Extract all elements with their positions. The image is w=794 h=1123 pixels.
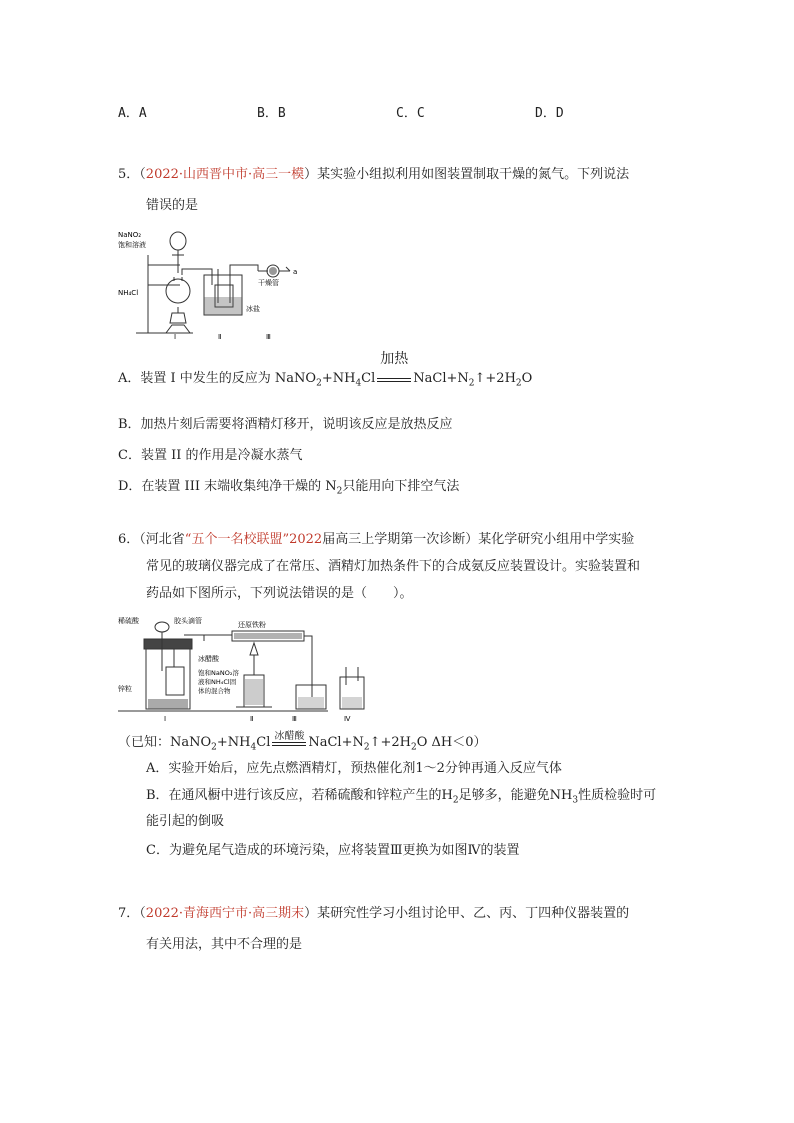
- q5-fig-label-3: Ⅲ: [266, 333, 271, 340]
- q6-option-a: A．实验开始后，应先点燃酒精灯，预热催化剂1～2分钟再通入反应气体: [146, 761, 562, 776]
- q5-fig-a-label: a: [293, 268, 298, 276]
- q5-option-a: A．装置 I 中发生的反应为 $NaNO_2+NH_4Cl$ 加热 $NaCl+N_2↑+2H_2O$: [118, 351, 533, 389]
- q6-option-b: B．在通风橱中进行该反应，若稀硫酸和锌粒产生的$H_2$足够多，能避免$NH_3$性质检验时可: [146, 788, 657, 806]
- q6-reaction-arrow: [272, 733, 306, 746]
- q6-stem-line3: 药品如下图所示，下列说法错误的是（ ）。: [146, 586, 413, 601]
- q6-option-c: C．为避免尾气造成的环境污染，应将装置Ⅲ更换为如图Ⅳ的装置: [146, 843, 520, 858]
- q5-fig-sat-label: 饱和溶液: [118, 241, 146, 249]
- q6-fig-dropper-label: 胶头滴管: [174, 617, 202, 625]
- q6-stem: 6．（河北省“五个一名校联盟”2022届高三上学期第一次诊断）某化学研究小组用中学实验: [118, 532, 635, 547]
- q6-fig-iron-label: 还原铁粉: [238, 621, 266, 629]
- q5-reaction-condition: 加热: [380, 351, 409, 367]
- q6-reaction-condition: 冰醋酸: [274, 731, 305, 742]
- q6-option-b-line2: 能引起的倒吸: [146, 814, 225, 829]
- q6-fig-label-1: Ⅰ: [164, 715, 167, 723]
- q6-fig-zn-label: 锌粒: [118, 685, 132, 693]
- q4-option-d: D．D: [535, 106, 564, 121]
- q5-reaction-arrow: [377, 351, 411, 382]
- q6-fig-label-2: Ⅱ: [250, 715, 254, 723]
- q4-option-c: C．C: [396, 106, 425, 121]
- q5-option-d: D．在装置 III 末端收集纯净干燥的 $N_2$只能用向下排空气法: [118, 479, 460, 497]
- q5-fig-nano2-label: NaNO₂: [118, 231, 142, 239]
- q6-fig-acid-label: 稀硫酸: [118, 617, 139, 625]
- q6-source: “五个一名校联盟”2022: [184, 532, 323, 547]
- q5-fig-label-2: Ⅱ: [218, 333, 222, 340]
- q4-option-a: A．A: [118, 106, 147, 121]
- q5-stem: 5．（2022·山西晋中市·高三一模）某实验小组拟利用如图装置制取干燥的氮气。下列说法: [118, 167, 630, 182]
- q6-fig-mix-label-3: 体的混合物: [198, 687, 231, 695]
- q6-fig-mix-label-2: 液和NH₄Cl固: [198, 678, 237, 686]
- q7-stem: 7．（2022·青海西宁市·高三期末）某研究性学习小组讨论甲、乙、丙、丁四种仪器装置的: [118, 906, 630, 921]
- q6-known-reaction: （已知：$NaNO_2+NH_4Cl$ 冰醋酸 $NaCl+N_2↑+2H_2O$ ΔH＜0）: [118, 733, 487, 758]
- q5-fig-ice-label: 冰盐: [246, 305, 260, 313]
- q5-option-b: B．加热片刻后需要将酒精灯移开，说明该反应是放热反应: [118, 417, 453, 432]
- q6-fig-mix-label-1: 饱和NaNO₂溶: [198, 669, 239, 677]
- q5-source: 2022·山西晋中市·高三一模: [145, 167, 305, 182]
- q7-stem-line2: 有关用法，其中不合理的是: [146, 937, 303, 952]
- q4-option-b: B．B: [257, 106, 286, 121]
- q5-fig-nh4cl-label: NH₄Cl: [118, 289, 139, 297]
- q6-apparatus-figure: [118, 615, 368, 725]
- q5-fig-dryer-label: 干燥管: [258, 279, 279, 287]
- q6-stem-line2: 常见的玻璃仪器完成了在常压、酒精灯加热条件下的合成氨反应装置设计。实验装置和: [146, 559, 641, 574]
- q5-apparatus-figure: [118, 225, 318, 340]
- q6-fig-label-4: Ⅳ: [344, 715, 351, 723]
- q5-fig-label-1: Ⅰ: [174, 333, 177, 340]
- q5-option-c: C．装置 II 的作用是冷凝水蒸气: [118, 448, 303, 463]
- q6-fig-hac-label: 冰醋酸: [198, 655, 219, 663]
- q7-source: 2022·青海西宁市·高三期末: [145, 906, 305, 921]
- q6-fig-label-3: Ⅲ: [292, 715, 297, 723]
- q5-stem-line2: 错误的是: [146, 198, 199, 213]
